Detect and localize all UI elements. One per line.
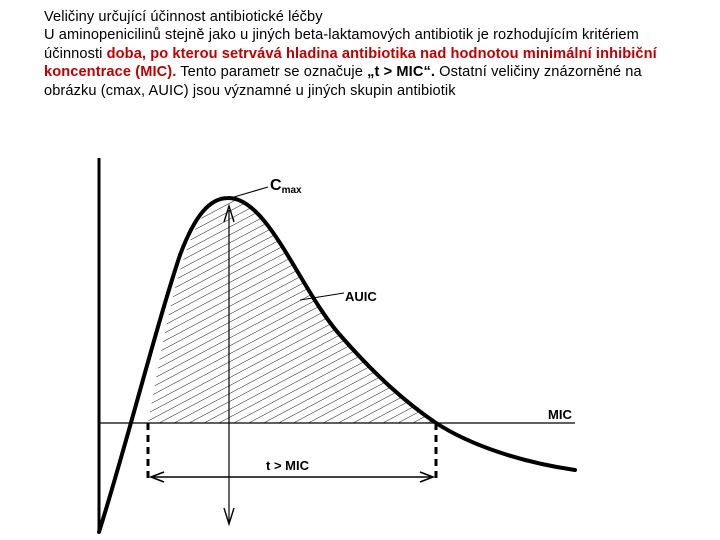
auic-hatched-area (140, 190, 450, 430)
cmax-label (270, 177, 302, 196)
paragraph-intro: U aminopenicilinů stejně jako u jiných beta-laktamových antibiotik je rozhodujícím kritériem účinnosti (44, 27, 639, 62)
t-mic-label: t > MIC (266, 458, 309, 473)
mic-label: MIC (548, 407, 572, 422)
paragraph-param-lead: Tento parametr se označuje (176, 64, 368, 81)
slide-title: Veličiny určující účinnost antibiotické léčby (44, 9, 323, 25)
key-criterion-highlight: doba, po kterou setrvává hladina antibiotika nad hodnotou minimální inhibiční koncentrace (MIC). (44, 45, 657, 81)
cmax-leader-line (234, 187, 268, 197)
cmax-label-sub: max (281, 185, 302, 196)
parameter-name: „t > MIC“. (367, 64, 436, 81)
t-mic-arrow (151, 472, 433, 482)
cmax-label-main: C (270, 177, 282, 194)
auic-label: AUIC (345, 289, 377, 304)
paragraph-other-quantities: Ostatní veličiny znázorněné na obrázku (cmax, AUIC) jsou významné u jiných skupin antibiotik (44, 64, 642, 99)
